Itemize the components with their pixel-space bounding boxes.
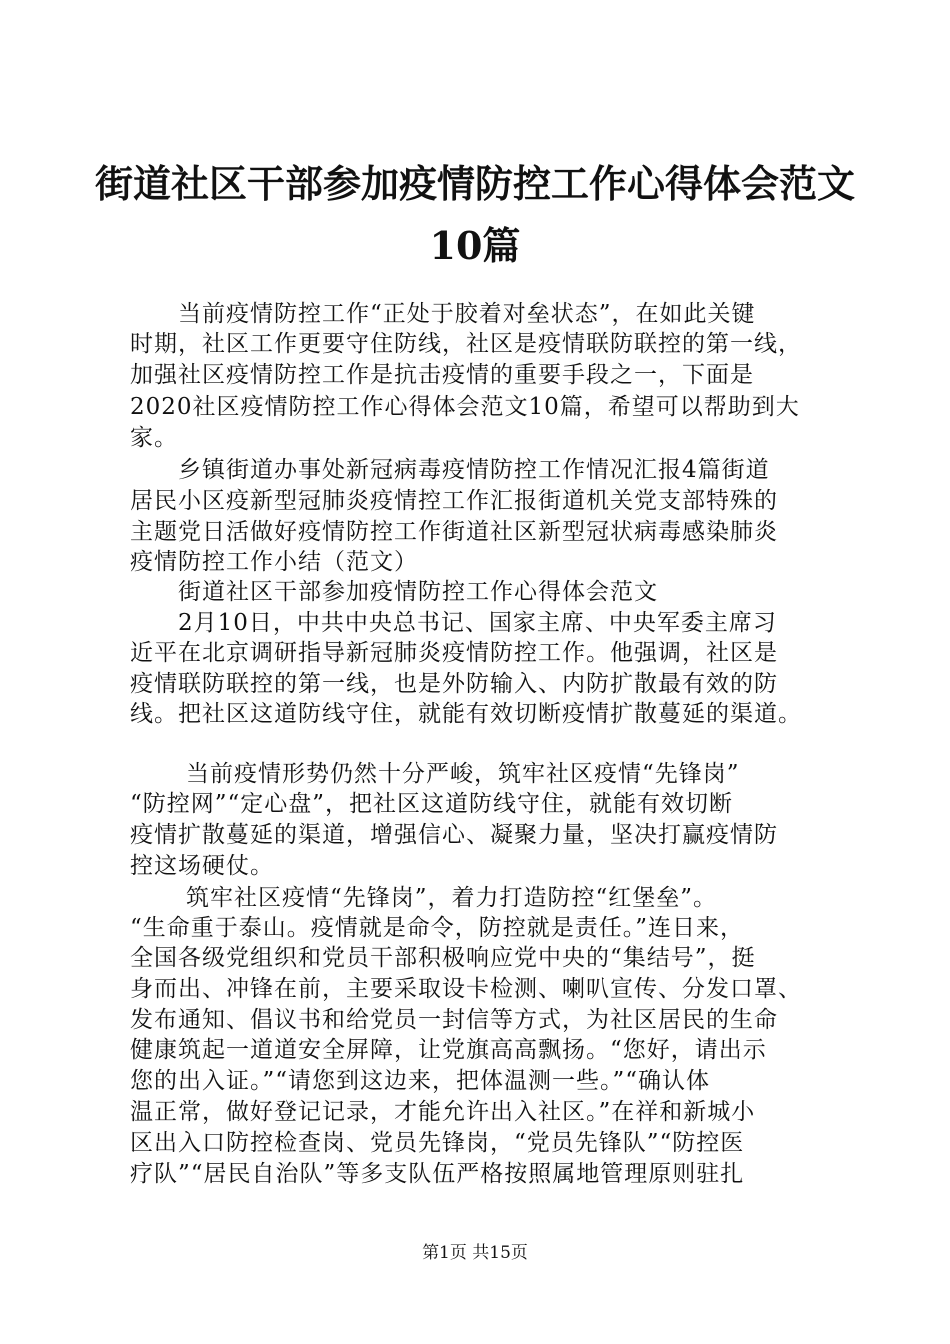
paragraph-line: 当前疫情形势仍然十分严峻，筑牢社区疫情“先锋岗” [186, 761, 740, 787]
document-title-line-2: 10篇 [429, 223, 521, 268]
paragraph-line: 全国各级党组织和党员干部积极响应党中央的“集结号”，挺 [130, 945, 756, 971]
paragraph-line: 2020社区疫情防控工作心得体会范文10篇，希望可以帮助到大 [130, 394, 800, 420]
section-heading: 街道社区干部参加疫情防控工作心得体会范文 [178, 579, 658, 605]
paragraph-line: 温正常，做好登记记录，才能允许出入社区。”在祥和新城小 [130, 1099, 756, 1125]
paragraph-line: 健康筑起一道道安全屏障，让党旗高高飘扬。“您好，请出示 [130, 1037, 767, 1063]
paragraph-line: 疫情防控工作小结（范文） [130, 549, 418, 575]
paragraph-line: 时期，社区工作更要守住防线，社区是疫情联防联控的第一线， [130, 331, 802, 357]
paragraph-line: 您的出入证。”“请您到这边来，把体温测一些。”“确认体 [130, 1068, 711, 1094]
paragraph-line: 加强社区疫情防控工作是抗击疫情的重要手段之一，下面是 [130, 362, 754, 388]
paragraph-line: 居民小区疫新型冠肺炎疫情控工作汇报街道机关党支部特殊的 [130, 488, 778, 514]
paragraph-line: “生命重于泰山。疫情就是命令，防控就是责任。”连日来， [130, 915, 745, 941]
paragraph-line: 当前疫情防控工作“正处于胶着对垒状态”，在如此关键 [178, 301, 756, 327]
paragraph-line: 发布通知、倡议书和给党员一封信等方式，为社区居民的生命 [130, 1007, 778, 1033]
page-footer: 第1页 共15页 [422, 1243, 528, 1263]
paragraph-line: 身而出、冲锋在前，主要采取设卡检测、喇叭宣传、分发口罩、 [130, 976, 802, 1002]
paragraph-line: 2月10日，中共中央总书记、国家主席、中央军委主席习 [178, 610, 777, 636]
paragraph-line: 疫情联防联控的第一线，也是外防输入、内防扩散最有效的防 [130, 671, 778, 697]
paragraph-line: 疫情扩散蔓延的渠道，增强信心、凝聚力量，坚决打赢疫情防 [130, 822, 778, 848]
paragraph-line: “防控网”“定心盘”，把社区这道防线守住，就能有效切断 [130, 791, 734, 817]
paragraph-line: 主题党日活做好疫情防控工作街道社区新型冠状病毒感染肺炎 [130, 519, 778, 545]
paragraph-line: 乡镇街道办事处新冠病毒疫情防控工作情况汇报4篇街道 [178, 457, 770, 483]
paragraph-line: 线。把社区这道防线守住，就能有效切断疫情扩散蔓延的渠道。 [130, 701, 802, 727]
document-title-line-1: 街道社区干部参加疫情防控工作心得体会范文 [94, 161, 855, 206]
paragraph-line: 家。 [130, 425, 178, 451]
paragraph-line: 疗队”“居民自治队”等多支队伍严格按照属地管理原则驻扎 [130, 1161, 745, 1187]
paragraph-line: 近平在北京调研指导新冠肺炎疫情防控工作。他强调，社区是 [130, 640, 778, 666]
paragraph-line: 区出入口防控检查岗、党员先锋岗，“党员先锋队”“防控医 [130, 1130, 745, 1156]
paragraph-line: 控这场硬仗。 [130, 853, 274, 879]
paragraph-line: 筑牢社区疫情“先锋岗”，着力打造防控“红堡垒”。 [186, 885, 718, 911]
